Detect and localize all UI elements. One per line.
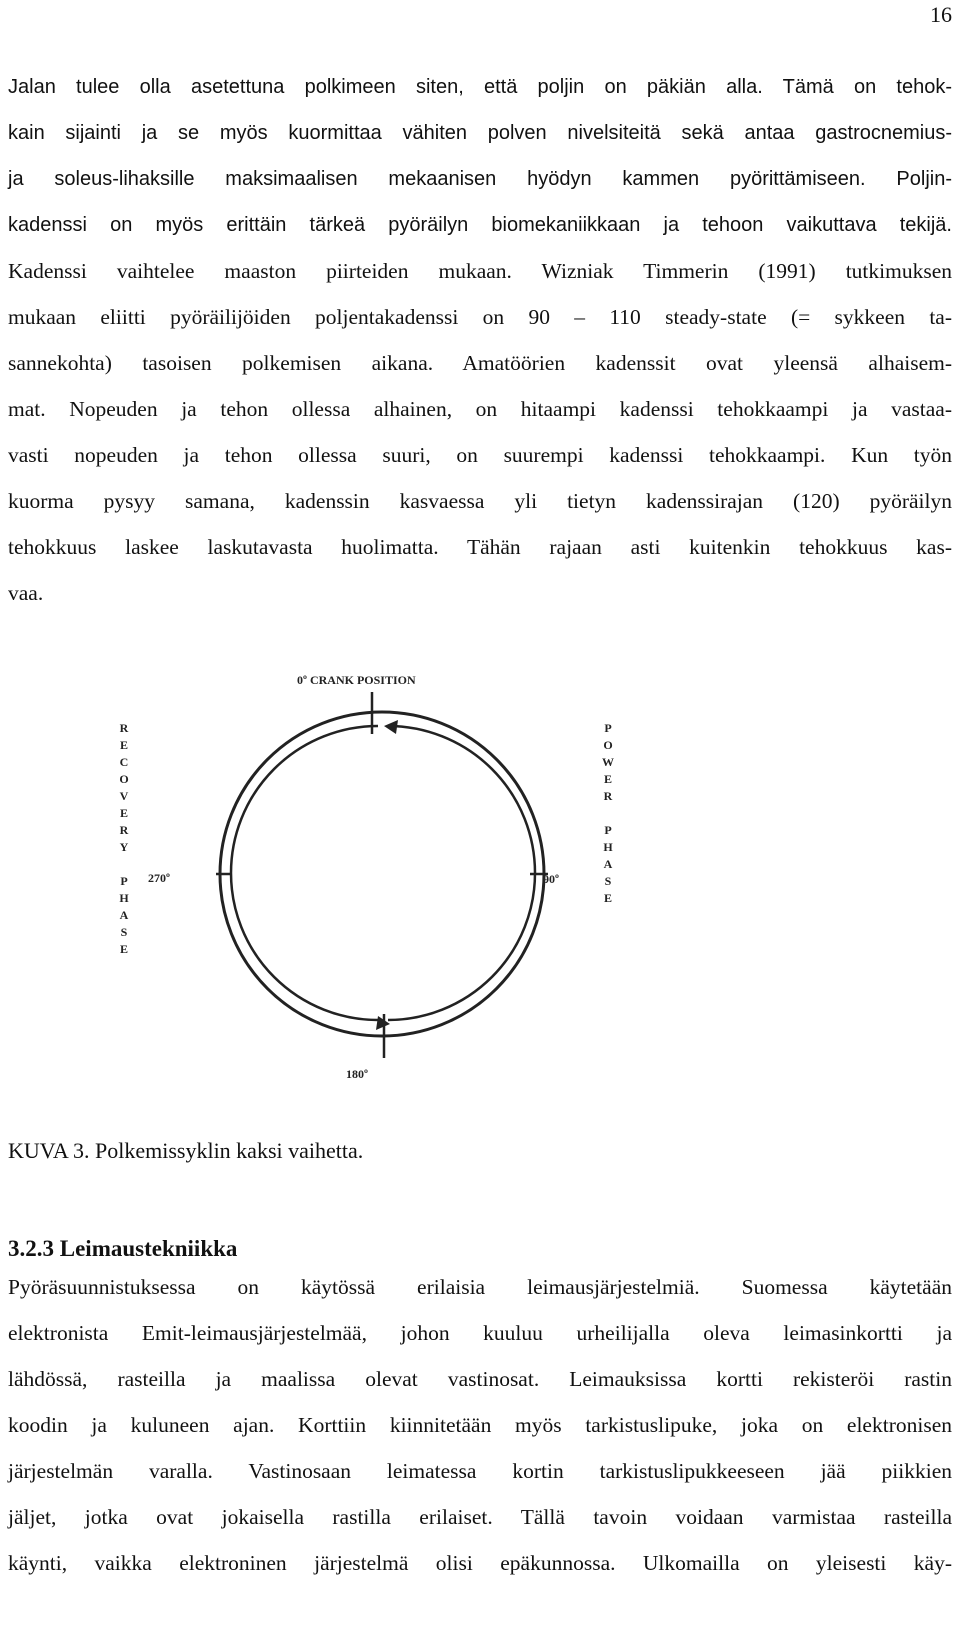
phase-letter: V — [119, 789, 129, 803]
phase-letter: P — [604, 721, 612, 735]
text-line: kadenssi on myös erittäin tärkeä pyöräilyn biomekaniikkaan ja tehoon vaikuttava tekijä. — [8, 214, 952, 236]
phase-letter: W — [602, 755, 614, 769]
paragraph-cadence — [8, 64, 952, 616]
phase-letter: E — [603, 772, 613, 786]
page-number: 16 — [930, 2, 952, 27]
phase-letter: O — [603, 738, 613, 752]
text-line: jäljet, jotka ovat jokaisella rastilla erilaiset. Tällä tavoin voidaan varmistaa rasteilla — [8, 1505, 952, 1529]
text-line: käynti, vaikka elektroninen järjestelmä olisi epäkunnossa. Ulkomailla on yleisesti käy- — [8, 1551, 952, 1575]
phase-letter: P — [604, 823, 612, 837]
text-line: mukaan eliitti pyöräilijöiden poljentakadenssi on 90 – 110 steady-state (= sykkeen ta- — [8, 305, 952, 329]
arrow-head-top — [384, 720, 398, 734]
text-line: vasti nopeuden ja tehon ollessa suuri, on suurempi kadenssi tehokkaampi. Kun työn — [8, 443, 952, 467]
power-phase-label — [602, 721, 614, 905]
phase-letter: E — [603, 891, 613, 905]
text-line: mat. Nopeuden ja tehon ollessa alhainen, on hitaampi kadenssi tehokkaampi ja vastaa- — [8, 397, 952, 421]
crank-cycle-figure — [0, 670, 960, 1090]
outer-cycle-arc-left — [220, 712, 382, 1036]
recovery-phase-label — [119, 721, 129, 956]
phase-letter: R — [119, 823, 129, 837]
phase-letter: H — [603, 840, 613, 854]
phase-letter: S — [604, 874, 612, 888]
section-heading: 3.2.3 Leimaustekniikka — [8, 1236, 238, 1261]
text-line: Kadenssi vaihtelee maaston piirteiden mukaan. Wizniak Timmerin (1991) tutkimuksen — [8, 259, 952, 283]
phase-letter: H — [119, 891, 129, 905]
phase-letter: E — [119, 806, 129, 820]
phase-letter: P — [120, 874, 128, 888]
figure-caption: KUVA 3. Polkemissyklin kaksi vaihetta. — [8, 1138, 364, 1163]
phase-letter: O — [119, 772, 129, 786]
text-line: kuorma pysyy samana, kadenssin kasvaessa yli tietyn kadenssirajan (120) pyöräilyn — [8, 489, 952, 513]
text-line: vaa. — [8, 581, 44, 605]
paragraph-punching — [8, 1264, 952, 1586]
text-line: Pyöräsuunnistuksessa on käytössä erilaisia leimausjärjestelmiä. Suomessa käytetään — [8, 1275, 952, 1299]
text-line: elektronista Emit-leimausjärjestelmää, johon kuuluu urheilijalla oleva leimasinkortti ja — [8, 1321, 952, 1345]
phase-letter: Y — [119, 840, 129, 854]
one-eighty-degree-label: 180º — [346, 1067, 368, 1081]
text-line: järjestelmän varalla. Vastinosaan leimatessa kortin tarkistuslipukkeeseen jää piikkien — [8, 1459, 952, 1483]
text-line: Jalan tulee olla asetettuna polkimeen siten, että poljin on päkiän alla. Tämä on tehok- — [8, 76, 952, 98]
phase-letter: E — [119, 738, 129, 752]
text-line: tehokkuus laskee laskutavasta huolimatta. Tähän rajaan asti kuitenkin tehokkuus kas- — [8, 535, 952, 559]
zero-degree-label: 0º CRANK POSITION — [297, 673, 416, 687]
crank-cycle-diagram — [0, 670, 960, 1090]
phase-letter: E — [119, 942, 129, 956]
two-seventy-degree-label: 270º — [148, 871, 170, 885]
phase-letter: R — [603, 789, 613, 803]
inner-cycle-arc-left — [231, 726, 378, 1020]
phase-letter: A — [603, 857, 613, 871]
phase-letter: A — [119, 908, 129, 922]
text-line: lähdössä, rasteilla ja maalissa olevat vastinosat. Leimauksissa kortti rekisteröi rastin — [8, 1367, 952, 1391]
outer-cycle-arc-right — [382, 712, 544, 1036]
phase-letter: C — [119, 755, 129, 769]
phase-letter: S — [120, 925, 128, 939]
inner-cycle-arc-right — [388, 726, 535, 1020]
text-line: kain sijainti ja se myös kuormittaa vähiten polven nivelsiteitä sekä antaa gastrocnemius- — [8, 122, 952, 144]
text-line: sannekohta) tasoisen polkemisen aikana. Amatöörien kadenssit ovat yleensä alhaisem- — [8, 351, 952, 375]
text-line: ja soleus-lihaksille maksimaalisen mekaanisen hyödyn kammen pyörittämiseen. Poljin- — [8, 168, 952, 190]
text-line: koodin ja kuluneen ajan. Korttiin kiinnitetään myös tarkistuslipuke, joka on elektronisen — [8, 1413, 952, 1437]
ninety-degree-label: 90º — [543, 872, 559, 886]
phase-letter: R — [119, 721, 129, 735]
